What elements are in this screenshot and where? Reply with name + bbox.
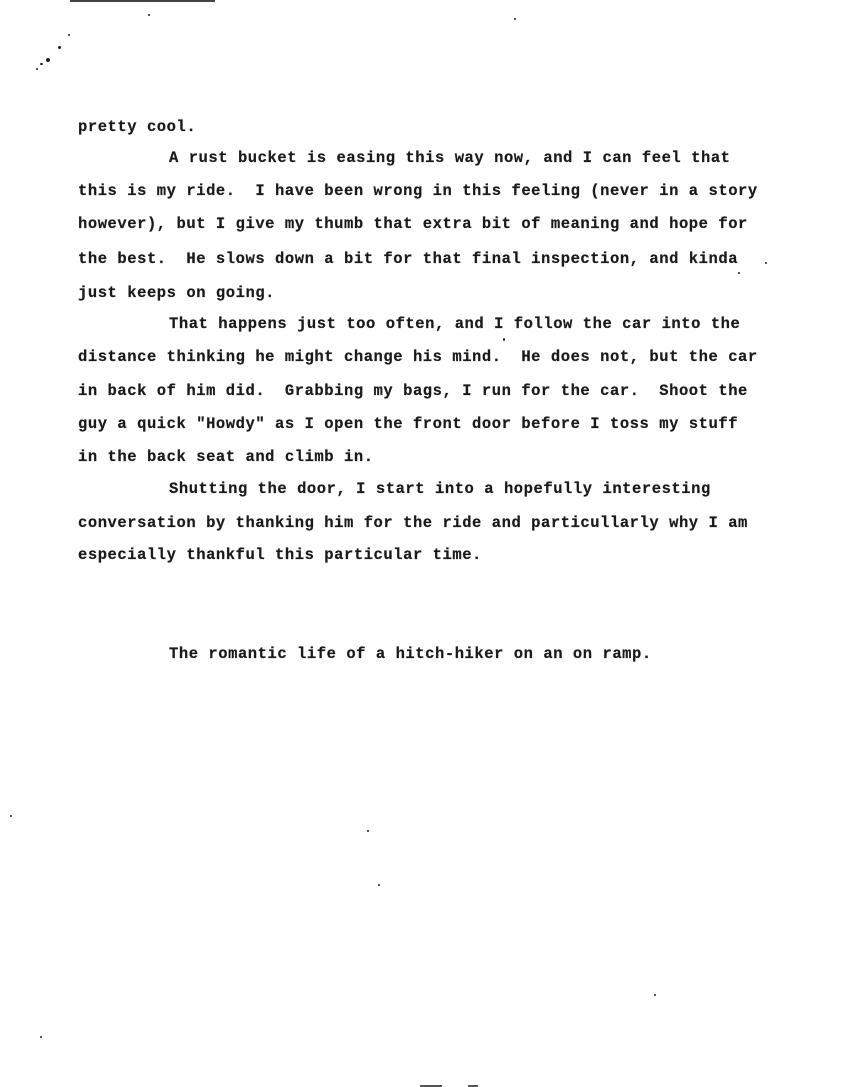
scan-rule-top — [70, 0, 215, 2]
text-line: conversation by thanking him for the ride and particullarly why I am — [78, 514, 748, 532]
text-line: pretty cool. — [78, 118, 197, 136]
scan-speck — [40, 1036, 42, 1038]
scan-speck — [68, 34, 70, 36]
scan-speck — [148, 14, 150, 16]
scan-speck — [40, 63, 43, 65]
text-line: distance thinking he might change his mind. He does not, but the car — [78, 348, 758, 366]
scan-speck — [765, 262, 767, 264]
scan-speck — [46, 58, 50, 62]
text-line: the best. He slows down a bit for that final inspection, and kinda — [78, 250, 739, 268]
text-line: in back of him did. Grabbing my bags, I run for the car. Shoot the — [78, 382, 748, 400]
text-line: this is my ride. I have been wrong in this feeling (never in a story — [78, 182, 758, 200]
scan-speck — [10, 815, 12, 817]
scan-speck — [58, 46, 61, 49]
scan-speck — [503, 338, 505, 341]
scan-speck — [738, 272, 740, 274]
paragraph-first-line: A rust bucket is easing this way now, and I can feel that — [169, 149, 731, 167]
text-line: in the back seat and climb in. — [78, 448, 374, 466]
scan-speck — [36, 68, 38, 70]
scan-speck — [514, 18, 516, 20]
text-line: just keeps on going. — [78, 284, 276, 302]
text-line: guy a quick "Howdy" as I open the front door before I toss my stuff — [78, 415, 739, 433]
scan-speck — [378, 884, 380, 886]
text-line: especially thankful this particular time. — [78, 546, 482, 564]
text-line: however), but I give my thumb that extra bit of meaning and hope for — [78, 215, 748, 233]
closing-line: The romantic life of a hitch-hiker on an on ramp. — [169, 645, 652, 663]
paragraph-first-line: Shutting the door, I start into a hopefully interesting — [169, 480, 711, 498]
scan-speck — [654, 994, 656, 996]
paragraph-first-line: That happens just too often, and I follow the car into the — [169, 315, 741, 333]
scan-speck — [367, 830, 369, 832]
